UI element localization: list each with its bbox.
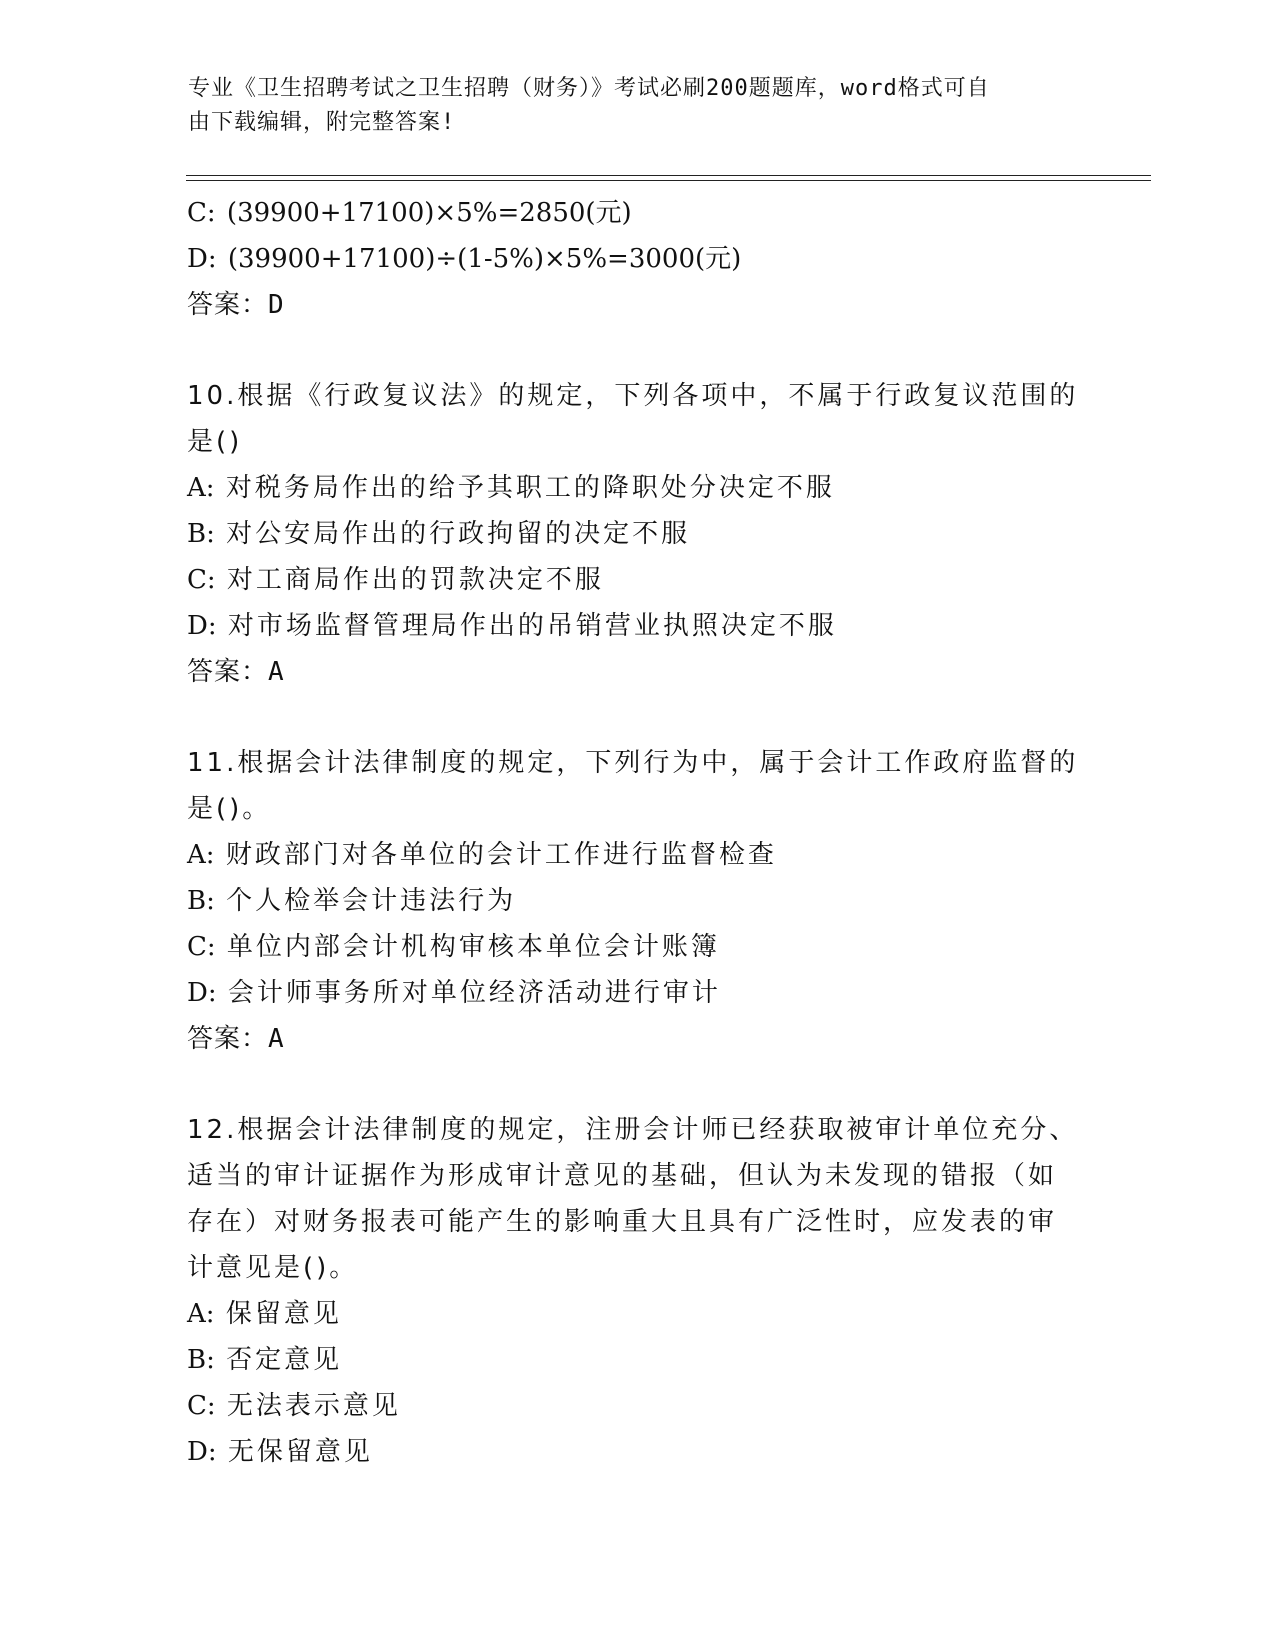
option-label: A:: [187, 1299, 215, 1329]
option-text: 保留意见: [225, 1299, 342, 1329]
option-d: [187, 603, 1067, 649]
header-line-1: 专业《卫生招聘考试之卫生招聘（财务）》考试必刷200题题库，word格式可自: [188, 76, 990, 101]
question-text-line: 11.根据会计法律制度的规定，下列行为中，属于会计工作政府监督的: [187, 748, 1079, 778]
option-a: [187, 465, 1067, 511]
option-b: [187, 1337, 1067, 1383]
question-text-line: 12.根据会计法律制度的规定，注册会计师已经获取被审计单位充分、: [187, 1115, 1079, 1145]
answer: 答案：A: [187, 1024, 285, 1054]
option-text: 会计师事务所对单位经济活动进行审计: [227, 978, 721, 1008]
question-text-line: 是(): [187, 427, 243, 457]
answer: 答案：A: [187, 657, 285, 687]
header-rule-top: [186, 175, 1151, 176]
option-b: [187, 878, 1067, 924]
option-d: [187, 236, 1067, 282]
option-text: 个人检举会计违法行为: [226, 886, 517, 916]
question-11: [187, 740, 1079, 1062]
option-label: B:: [187, 886, 215, 916]
question-text-line: 存在）对财务报表可能产生的影响重大且具有广泛性时，应发表的审: [187, 1207, 1058, 1237]
option-text: 否定意见: [226, 1345, 343, 1375]
option-label: D:: [187, 244, 217, 274]
question-10: [187, 373, 1079, 695]
option-label: D:: [187, 1437, 217, 1467]
answer: 答案：D: [187, 290, 285, 320]
option-label: C:: [187, 932, 216, 962]
option-label: A:: [187, 473, 215, 503]
option-text: 单位内部会计机构审核本单位会计账簿: [226, 932, 720, 962]
option-label: B:: [187, 519, 215, 549]
option-label: C:: [187, 198, 216, 228]
question-text-line: 10.根据《行政复议法》的规定，下列各项中，不属于行政复议范围的: [187, 381, 1079, 411]
option-c: [187, 1383, 1067, 1429]
option-label: C:: [187, 1391, 216, 1421]
option-text: 无保留意见: [227, 1437, 373, 1467]
option-c: [187, 924, 1067, 970]
prev-question: [187, 190, 1067, 328]
header-rule-bottom: [186, 180, 1151, 181]
option-a: [187, 832, 1067, 878]
option-label: A:: [187, 840, 215, 870]
option-d: [187, 1429, 1067, 1475]
option-a: [187, 1291, 1067, 1337]
question-text-line: 是()。: [187, 794, 272, 824]
option-b: [187, 511, 1067, 557]
option-text: (39900+17100)×5%=2850(元): [226, 198, 632, 228]
option-label: D:: [187, 978, 217, 1008]
option-text: 对税务局作出的给予其职工的降职处分决定不服: [225, 473, 835, 503]
option-d: [187, 970, 1067, 1016]
option-text: 对工商局作出的罚款决定不服: [226, 565, 604, 595]
option-c: [187, 557, 1067, 603]
option-text: (39900+17100)÷(1-5%)×5%=3000(元): [227, 244, 742, 274]
option-text: 无法表示意见: [226, 1391, 401, 1421]
document-body: [187, 190, 1079, 1475]
document-header: [188, 72, 1068, 140]
option-c: [187, 190, 1067, 236]
question-12: [187, 1107, 1079, 1475]
option-label: D:: [187, 611, 217, 641]
option-label: B:: [187, 1345, 215, 1375]
option-text: 对市场监督管理局作出的吊销营业执照决定不服: [227, 611, 837, 641]
option-label: C:: [187, 565, 216, 595]
header-line-2: 由下载编辑，附完整答案!: [188, 110, 456, 135]
question-text-line: 计意见是()。: [187, 1253, 359, 1283]
option-text: 财政部门对各单位的会计工作进行监督检查: [225, 840, 777, 870]
question-text-line: 适当的审计证据作为形成审计意见的基础，但认为未发现的错报（如: [187, 1161, 1058, 1191]
option-text: 对公安局作出的行政拘留的决定不服: [226, 519, 691, 549]
